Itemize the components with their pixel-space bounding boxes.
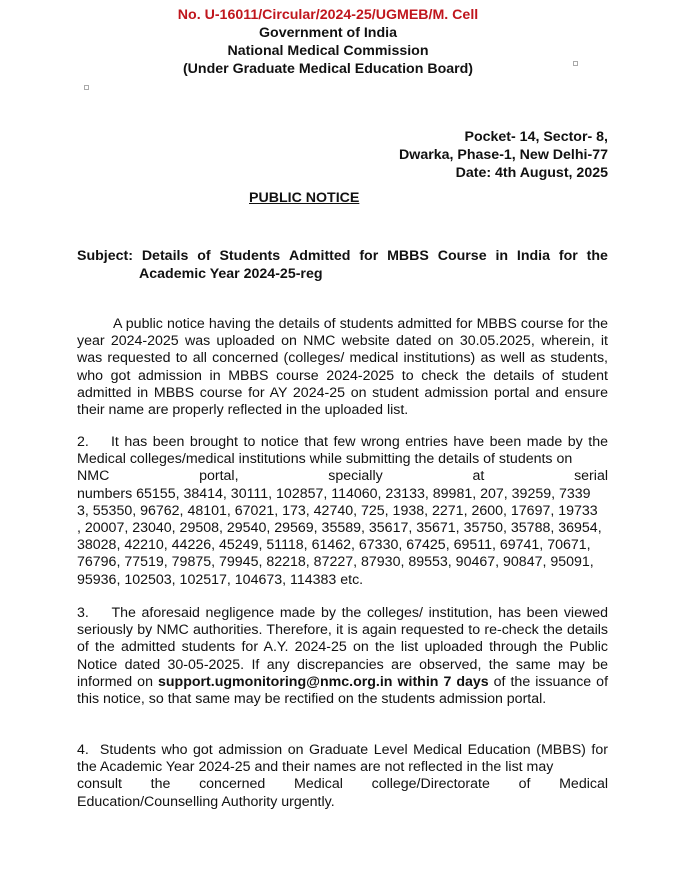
paragraph-1-text: A public notice having the details of students admitted for MBBS course for the year 2024-2025 was uploaded on NMC website dated on 30.05.2025, wherein, it was requested to all concerned (colleges/ medical institutions) as well as students, who got admission in MBBS course 2024-2025 to check the details of student admitted in MBBS course for AY 2024-25 on student admission portal and ensure their name are properly reflected in the uploaded list. — [77, 316, 608, 419]
notice-date: Date: 4th August, 2025 — [455, 165, 608, 181]
paragraph-4-word: the — [150, 776, 171, 793]
subject-word: Students — [219, 248, 281, 264]
reference-number: No. U-16011/Circular/2024-25/UGMEB/M. Cell — [177, 7, 479, 23]
subject-word: the — [586, 248, 608, 264]
paragraph-4-word: of — [518, 776, 531, 793]
subject-word: Admitted — [288, 248, 351, 264]
subject-word: for — [558, 248, 578, 264]
paragraph-2-word: at — [472, 468, 485, 485]
subject-label: Subject: — [77, 248, 133, 264]
paragraph-1 — [77, 316, 608, 419]
paragraph-4-number: 4. — [77, 742, 89, 758]
paragraph-2-word: portal, — [199, 468, 239, 485]
document-header — [0, 6, 656, 78]
paragraph-4-spaced-line — [77, 776, 608, 793]
paragraph-4-word: Medical — [294, 776, 343, 793]
paragraph-2-text: It has been brought to notice that few wrong entries have been made by the Medical colleges/medical institutions while submitting the details of students on — [77, 434, 608, 468]
subject-line-2: Academic Year 2024-25-reg — [139, 266, 323, 282]
paragraph-4-last-line: Education/Counselling Authority urgently. — [77, 793, 335, 810]
paragraph-3-number: 3. — [77, 605, 89, 621]
paragraph-2-word: serial — [574, 468, 608, 485]
paragraph-2-number: 2. — [77, 434, 89, 450]
office-address — [399, 128, 608, 182]
serial-numbers-line: 95936, 102503, 102517, 104673, 114383 etc. — [77, 571, 364, 588]
paragraph-4 — [77, 742, 608, 811]
paragraph-3 — [77, 605, 608, 708]
paragraph-2 — [77, 434, 608, 589]
notice-title: PUBLIC NOTICE — [249, 190, 360, 206]
address-line-1: Pocket- 14, Sector- 8, — [464, 129, 608, 145]
subject-line-1 — [77, 247, 608, 265]
address-line-2: Dwarka, Phase-1, New Delhi-77 — [399, 147, 608, 163]
serial-numbers-line: 38028, 42210, 44226, 45249, 51118, 61462, 67330, 67425, 69511, 69741, 70671, — [77, 537, 591, 554]
subject-word: MBBS — [387, 248, 429, 264]
subject-word: India — [516, 248, 550, 264]
paragraph-4-word: Medical — [559, 776, 608, 793]
subject-word: for — [359, 248, 379, 264]
paragraph-4-word: college/Directorate — [371, 776, 490, 793]
paragraph-4-text: Students who got admission on Graduate Level Medical Education (MBBS) for the Academic Year 2024-25 and their names are not reflected in the list may — [77, 742, 608, 776]
paragraph-3-text-after: of the issuance of this notice, so that same may be rectified on the students admission portal. — [77, 673, 609, 708]
header-board: (Under Graduate Medical Education Board) — [182, 61, 474, 77]
paragraph-4-word: concerned — [199, 776, 266, 793]
header-government: Government of India — [259, 25, 397, 41]
header-commission: National Medical Commission — [227, 43, 429, 59]
stray-mark-icon — [84, 85, 89, 90]
serial-numbers-line: , 20007, 23040, 29508, 29540, 29569, 35589, 35617, 35671, 35750, 35788, 36954, — [77, 520, 602, 537]
serial-numbers-line: 3, 55350, 96762, 48101, 67021, 173, 42740, 725, 1938, 2271, 2600, 17697, 19733 — [77, 502, 598, 519]
subject-block — [77, 247, 608, 283]
subject-word: of — [197, 248, 211, 264]
paragraph-2-spaced-line — [77, 468, 608, 485]
serial-numbers-line: 76796, 77519, 79875, 79945, 82218, 87227, 87930, 89553, 90467, 90847, 95091, — [77, 554, 594, 571]
paragraph-4-word: consult — [77, 776, 122, 793]
subject-word: in — [495, 248, 509, 264]
paragraph-2-word: specially — [328, 468, 383, 485]
paragraph-2-word: NMC — [77, 468, 110, 485]
deadline-text: within 7 days — [397, 673, 489, 690]
support-email-link[interactable]: support.ugmonitoring@nmc.org.in — [157, 673, 393, 690]
subject-word: Course — [437, 248, 487, 264]
stray-mark-icon — [573, 61, 578, 66]
serial-numbers-line: numbers 65155, 38414, 30111, 102857, 114060, 23133, 89981, 207, 39259, 7339 — [77, 485, 591, 502]
paragraph-3-text: The aforesaid negligence made by the colleges/ institution, has been viewed seriously by NMC authorities. Therefore, it is again requested to re-check the details of the admitted students for A.Y. 2024-25 on the list uploaded through the Public Notice dated 30-05-2025. If any discrepancies are observed, the same may be informed on — [77, 605, 608, 690]
subject-word: Details — [141, 248, 189, 264]
